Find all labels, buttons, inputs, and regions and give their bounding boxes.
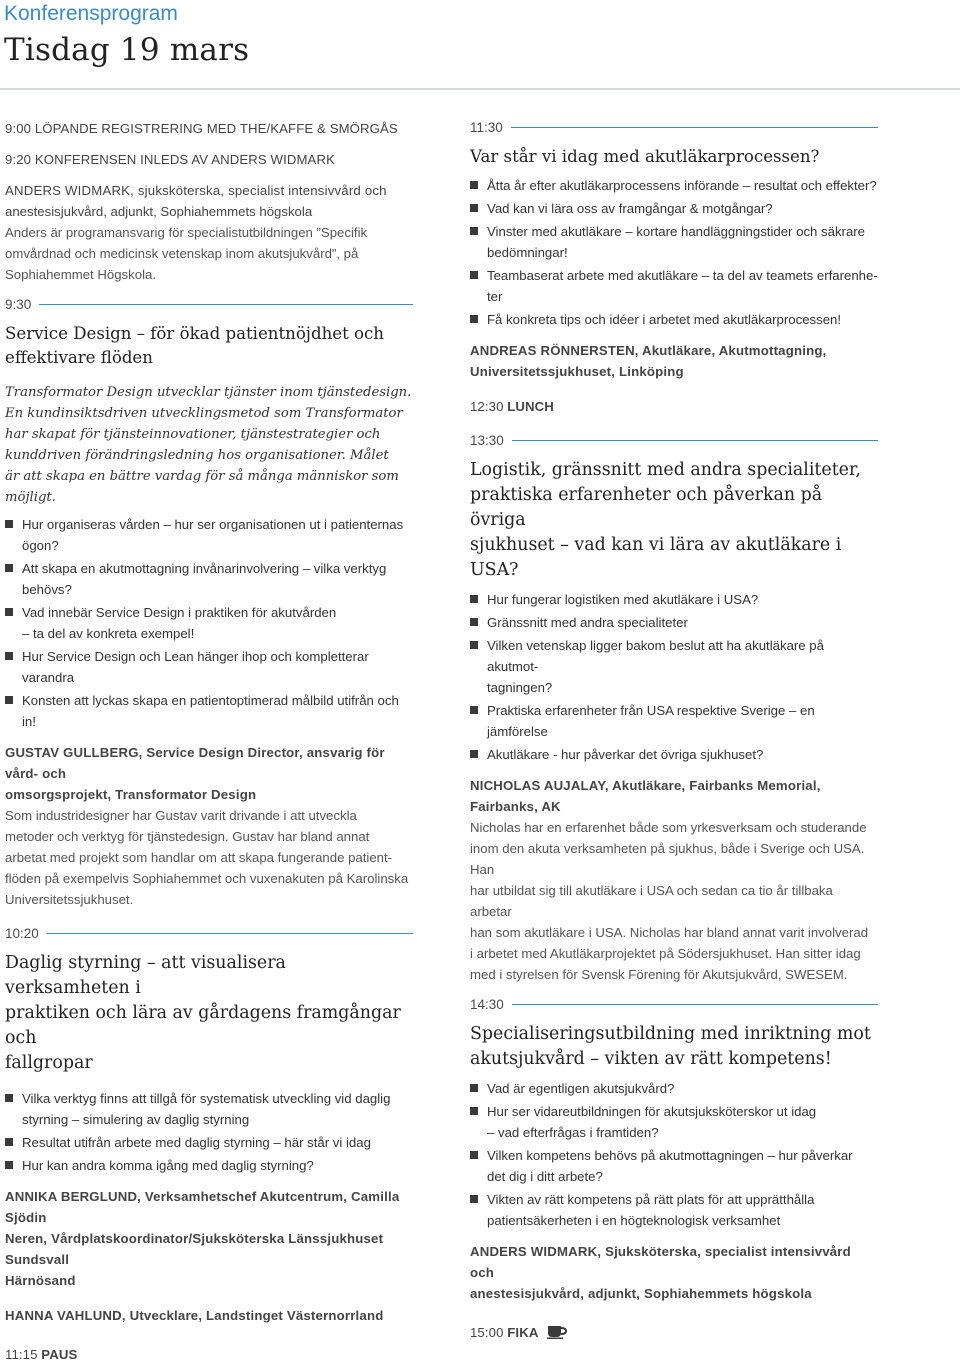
page-title: Tisdag 19 mars (4, 32, 250, 68)
list-item: Få konkreta tips och idéer i arbetet med akutläkarprocessen! (470, 309, 878, 330)
session-description: Transformator Design utvecklar tjänster inom tjänstedesign. En kundinsiktsdriven utvecklingsmetod som Transformator har skapat för tjänsteinnovationer, tjänstestrategier och kunddriven förändringsledning hos organisationer. Målet är att skapa en bättre vardag för så många människor som möjligt. (5, 385, 412, 505)
list-item: Vilken kompetens behövs på akutmottagningen – hur påverkar det dig i ditt arbete? (470, 1145, 878, 1187)
intro-speaker: ANDERS WIDMARK, sjuksköterska, specialist intensivvård och anestesisjukvård, adjunkt, Sophiahemmets högskola (5, 183, 387, 219)
schedule-0920: 9:20 KONFERENSEN INLEDS AV ANDERS WIDMARK (5, 152, 335, 167)
list-item: Åtta år efter akutläkarprocessens införande – resultat och effekter? (470, 175, 878, 196)
list-item: Hur kan andra komma igång med daglig styrning? (5, 1155, 413, 1176)
session-bullets (5, 1088, 413, 1176)
bullet-square-icon (470, 1195, 478, 1203)
bullet-square-icon (470, 1151, 478, 1159)
list-item: Hur fungerar logistiken med akutläkare i USA? (470, 589, 878, 610)
bullet-square-icon (470, 271, 478, 279)
bullet-square-icon (5, 1138, 13, 1146)
session-bullets (470, 175, 878, 330)
bullet-square-icon (5, 696, 13, 704)
list-item: Resultat utifrån arbete med daglig styrning – här står vi idag (5, 1132, 413, 1153)
speaker-aujalay: NICHOLAS AUJALAY, Akutläkare, Fairbanks Memorial, Fairbanks, AK (470, 778, 821, 814)
session-time-1020: 10:20 (5, 926, 413, 941)
session-title: Specialiseringsutbildning med inriktning mot akutsjukvård – vikten av rätt kompetens! (470, 1024, 871, 1069)
schedule-1115: 11:15 PAUS (5, 1347, 78, 1362)
speaker-ronnersten: ANDREAS RÖNNERSTEN, Akutläkare, Akutmottagning, Universitetssjukhuset, Linköping (470, 343, 827, 379)
bullet-square-icon (470, 204, 478, 212)
coffee-cup-icon (546, 1323, 568, 1345)
list-item: Vad innebär Service Design i praktiken för akutvården – ta del av konkreta exempel! (5, 602, 413, 644)
bullet-square-icon (470, 181, 478, 189)
list-item: Vilken vetenskap ligger bakom beslut att ha akutläkare på akutmot- tagningen? (470, 635, 878, 698)
list-item: Vad är egentligen akutsjukvård? (470, 1078, 878, 1099)
bullet-square-icon (470, 1107, 478, 1115)
list-item: Hur Service Design och Lean hänger ihop och kompletterar varandra (5, 646, 413, 688)
bullet-square-icon (5, 1094, 13, 1102)
speaker-bio: Som industridesigner har Gustav varit drivande i att utveckla metoder och verktyg för tjänstedesign. Gustav har bland annat arbetat med projekt som handlar om att skapa fungerande patient- flöden på exempelvis Sophiahemmet och vuxenakuten på Karolinska Universitetssjukhuset. (5, 808, 409, 907)
list-item: Hur organiseras vården – hur ser organisationen ut i patienternas ögon? (5, 514, 413, 556)
bullet-square-icon (5, 520, 13, 528)
list-item: Praktiska erfarenheter från USA respektive Sverige – en jämförelse (470, 700, 878, 742)
list-item: Teambaserat arbete med akutläkare – ta del av teamets erfarenhe- ter (470, 265, 878, 307)
page-header (0, 0, 960, 88)
session-time-1130: 11:30 (470, 120, 878, 135)
program-label: Konferensprogram (4, 2, 178, 25)
list-item: Att skapa en akutmottagning invånarinvolvering – vilka verktyg behövs? (5, 558, 413, 600)
bullet-square-icon (470, 750, 478, 758)
session-title: Logistik, gränssnitt med andra specialiteter, praktiska erfarenheter och påverkan på övriga sjukhuset – vad kan vi lära av akutläkare i USA? (470, 460, 861, 580)
speaker-berglund: ANNIKA BERGLUND, Verksamhetschef Akutcentrum, Camilla Sjödin Neren, Vårdplatskoordinator/Sjuksköterska Länssjukhuset Sundsvall Härnösand (5, 1189, 400, 1288)
schedule-1230: 12:30 LUNCH (470, 399, 554, 414)
bullet-square-icon (470, 706, 478, 714)
list-item: Konsten att lyckas skapa en patientoptimerad målbild utifrån och in! (5, 690, 413, 732)
session-title: Var står vi idag med akutläkarprocessen? (470, 147, 820, 166)
session-title: Daglig styrning – att visualisera verksamheten i praktiken och lära av gårdagens framgångar och fallgropar (5, 953, 401, 1073)
session-bullets (470, 589, 878, 765)
bullet-square-icon (470, 1084, 478, 1092)
speaker-widmark: ANDERS WIDMARK, Sjuksköterska, specialist intensivvård och anestesisjukvård, adjunkt, Sophiahemmets högskola (470, 1244, 851, 1301)
list-item: Akutläkare - hur påverkar det övriga sjukhuset? (470, 744, 878, 765)
schedule-1500: 15:00 FIKA (470, 1322, 878, 1345)
list-item: Gränssnitt med andra specialiteter (470, 612, 878, 633)
bullet-square-icon (5, 652, 13, 660)
list-item: Vad kan vi lära oss av framgångar & motgångar? (470, 198, 878, 219)
header-divider (0, 88, 960, 90)
session-time-0930: 9:30 (5, 297, 413, 312)
left-column (5, 118, 413, 1365)
list-item: Vilka verktyg finns att tillgå för systematisk utveckling vid daglig styrning – simulering av daglig styrning (5, 1088, 413, 1130)
session-time-1430: 14:30 (470, 997, 878, 1012)
list-item: Vikten av rätt kompetens på rätt plats för att upprätthålla patientsäkerheten i en högteknologisk verksamhet (470, 1189, 878, 1231)
bullet-square-icon (470, 227, 478, 235)
bullet-square-icon (470, 315, 478, 323)
schedule-0900: 9:00 LÖPANDE REGISTRERING MED THE/KAFFE & SMÖRGÅS (5, 121, 398, 136)
bullet-square-icon (5, 564, 13, 572)
bullet-square-icon (470, 641, 478, 649)
right-column (470, 118, 878, 1345)
list-item: Vinster med akutläkare – kortare handläggningstider och säkrare bedömningar! (470, 221, 878, 263)
speaker-vahlund: HANNA VAHLUND, Utvecklare, Landstinget Västernorrland (5, 1308, 384, 1323)
speaker-gullberg: GUSTAV GULLBERG, Service Design Director, ansvarig för vård- och omsorgsprojekt, Transformator Design (5, 745, 385, 802)
session-bullets (470, 1078, 878, 1231)
bullet-square-icon (5, 1161, 13, 1169)
list-item: Hur ser vidareutbildningen för akutsjuksköterskor ut idag – vad efterfrågas i framtiden? (470, 1101, 878, 1143)
bullet-square-icon (5, 608, 13, 616)
bullet-square-icon (470, 595, 478, 603)
session-title: Service Design – för ökad patientnöjdhet och effektivare flöden (5, 324, 384, 367)
bullet-square-icon (470, 618, 478, 626)
session-bullets (5, 514, 413, 732)
session-time-1330: 13:30 (470, 433, 878, 448)
intro-bio: Anders är programansvarig för specialistutbildningen ”Specifik omvårdnad och medicinsk vetenskap inom akutsjukvård”, på Sophiahemmet Högskola. (5, 225, 368, 282)
speaker-bio: Nicholas har en erfarenhet både som yrkesverksam och studerande inom den akuta verksamheten på sjukhus, både i Sverige och USA. Han har utbildat sig till akutläkare i USA och sedan ca tio år tillbaka arbetar han som akutläkare i USA. Nicholas har bland annat varit involverad i arbetet med Akutläkarprojektet på Södersjukhuset. Han sitter idag med i styrelsen för Svensk Förening för Akutsjukvård, SWESEM. (470, 820, 869, 982)
